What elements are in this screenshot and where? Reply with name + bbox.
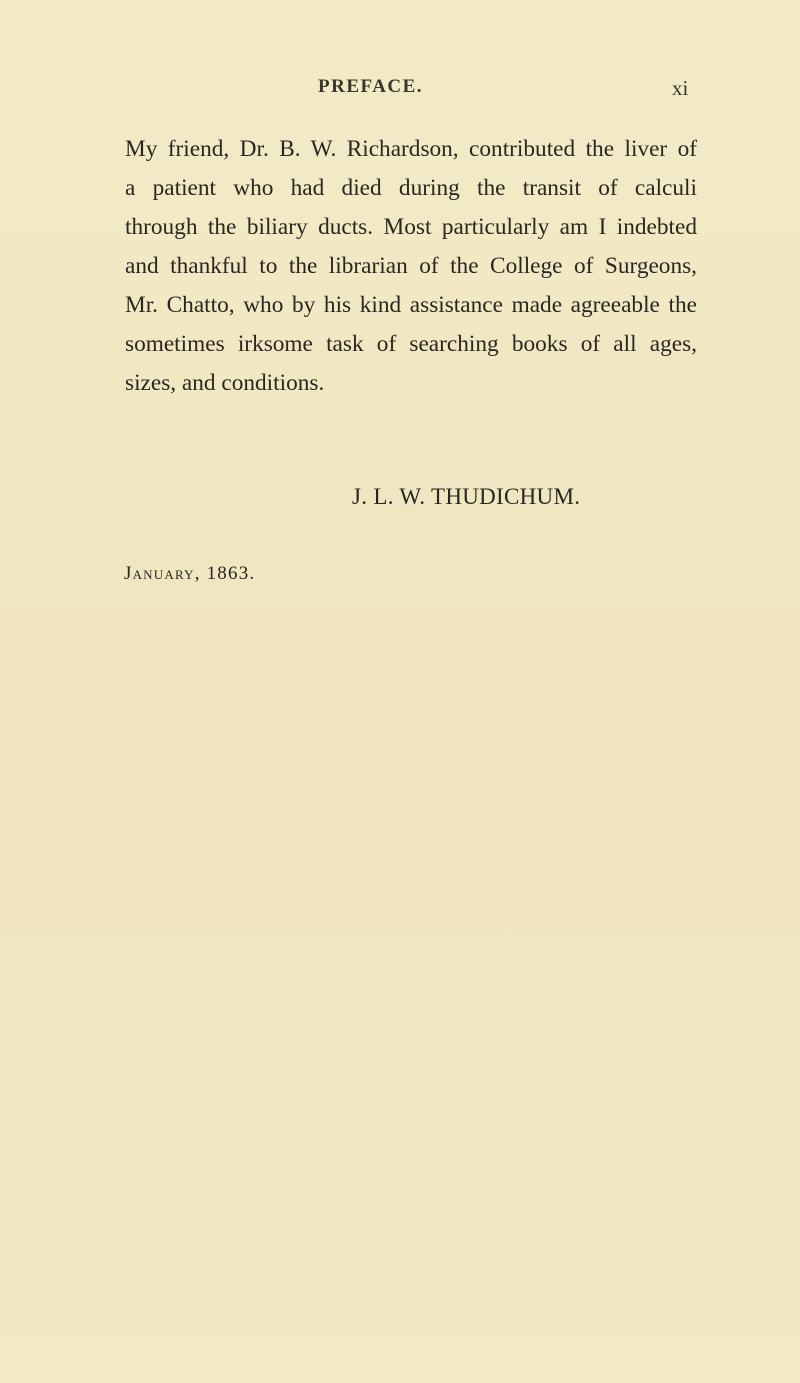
paragraph-line: My friend, Dr. B. W. Richardson, contributed the liver of	[125, 136, 697, 162]
running-title: PREFACE.	[318, 76, 424, 97]
paragraph-line: Mr. Chatto, who by his kind assistance made agreeable the	[125, 292, 697, 318]
running-head	[0, 76, 800, 100]
paragraph-line: sometimes irksome task of searching books of all ages,	[125, 331, 697, 357]
paragraph-line: and thankful to the librarian of the College of Surgeons,	[125, 253, 697, 279]
preface-paragraph	[125, 130, 697, 403]
dateline: January, 1863.	[124, 563, 256, 584]
paragraph-line: sizes, and conditions.	[125, 370, 325, 396]
page-number: xi	[672, 76, 689, 100]
author-signature: J. L. W. THUDICHUM.	[352, 484, 581, 509]
paragraph-line: a patient who had died during the transit of calculi	[125, 175, 697, 201]
paragraph-line: through the biliary ducts. Most particularly am I indebted	[125, 214, 697, 240]
